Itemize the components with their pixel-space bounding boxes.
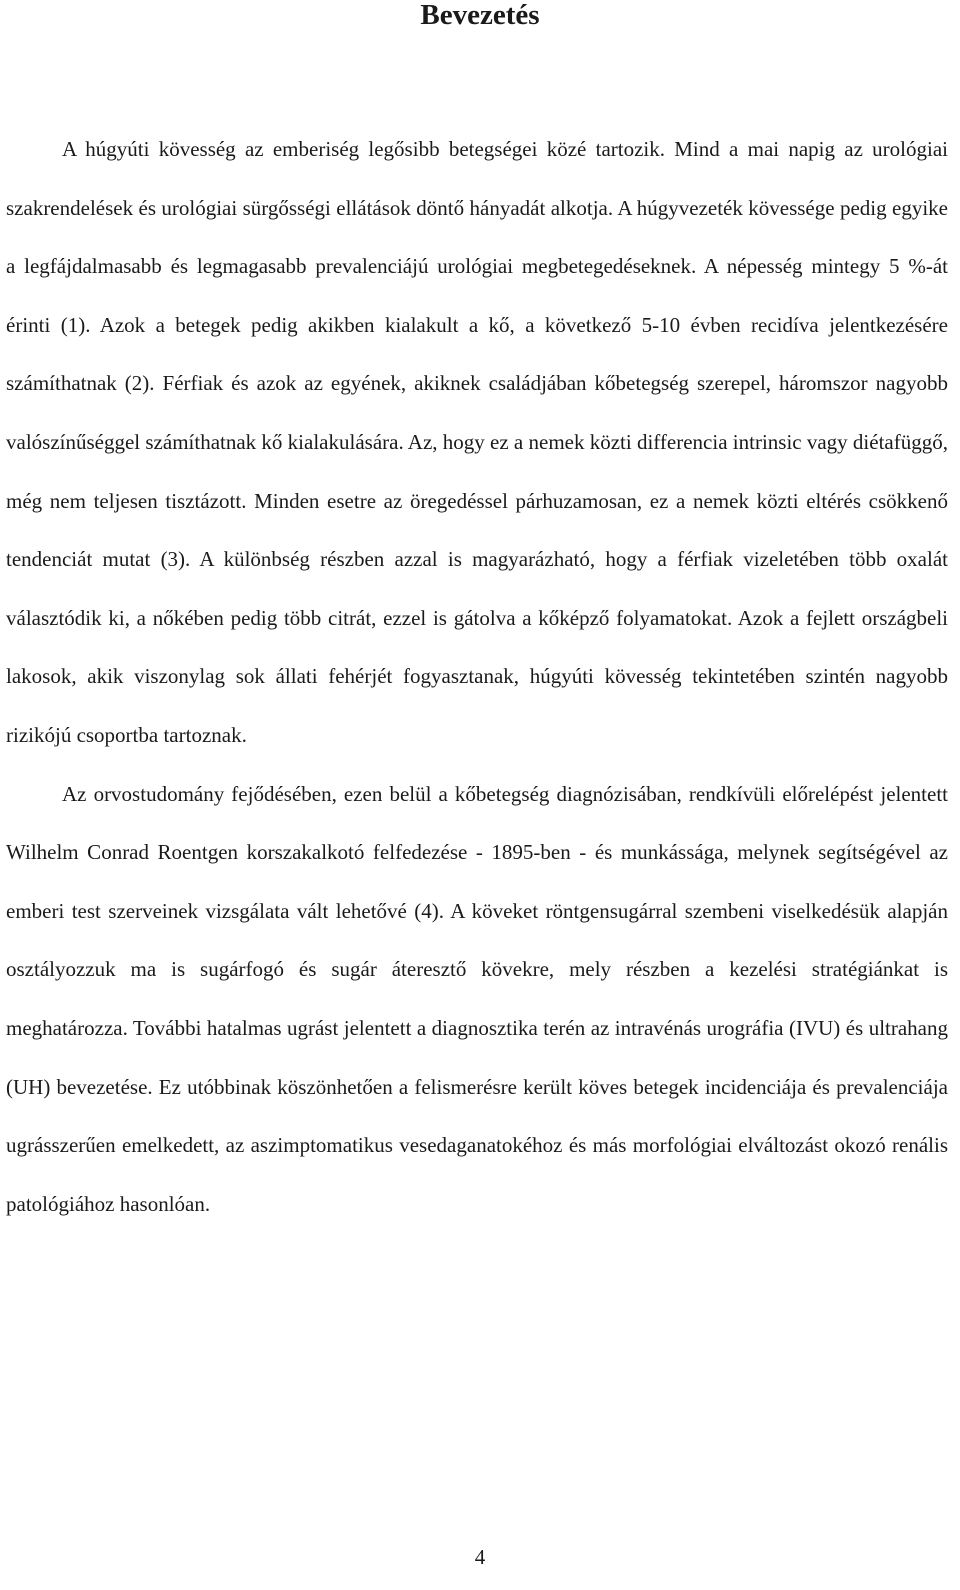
paragraph-diagnostics-history: Az orvostudomány fejődésében, ezen belül a kőbetegség diagnózisában, rendkívüli előrelépést jelentett Wilhelm Conrad Roentgen korszakalkotó felfedezése - 1895-ben - és munkássága, melynek segítségével az emberi test szerveinek vizsgálata vált lehetővé (4). A köveket röntgensugárral szembeni viselkedésük alapján osztályozzuk ma is sugárfogó és sugár áteresztő kövekre, mely részben a kezelési stratégiánkat is meghatározza. További hatalmas ugrást jelentett a diagnosztika terén az intravénás urográfia (IVU) és ultrahang (UH) bevezetése. Ez utóbbinak köszönhetően a felismerésre került köves betegek incidenciája és prevalenciája ugrásszerűen emelkedett, az aszimptomatikus vesedaganatokéhoz és más morfológiai elváltozást okozó renális patológiához hasonlóan.: [6, 781, 948, 1216]
page-number: 4: [474, 1545, 486, 1569]
paragraph-introduction: A húgyúti kövesség az emberiség legősibb betegségei közé tartozik. Mind a mai napig az urológiai szakrendelések és urológiai sürgősségi ellátások döntő hányadát alkotja. A húgyvezeték kövessége pedig egyike a legfájdalmasabb és legmagasabb prevalenciájú urológiai megbetegedéseknek. A népesség mintegy 5 %-át érinti (1). Azok a betegek pedig akikben kialakult a kő, a következő 5-10 évben recidíva jelentkezésére számíthatnak (2). Férfiak és azok az egyének, akiknek családjában kőbetegség szerepel, háromszor nagyobb valószínűséggel számíthatnak kő kialakulására. Az, hogy ez a nemek közti differencia intrinsic vagy diétafüggő, még nem teljesen tisztázott. Minden esetre az öregedéssel párhuzamosan, ez a nemek közti eltérés csökkenő tendenciát mutat (3). A különbség részben azzal is magyarázható, hogy a férfiak vizeletében több oxalát választódik ki, a nőkében pedig több citrát, ezzel is gátolva a kőképző folyamatokat. Azok a fejlett országbeli lakosok, akik viszonylag sok állati fehérjét fogyasztanak, húgyúti kövesség tekintetében szintén nagyobb rizikójú csoportba tartoznak.: [6, 137, 948, 747]
body-text: [6, 120, 948, 1233]
page-title: Bevezetés: [420, 0, 540, 31]
